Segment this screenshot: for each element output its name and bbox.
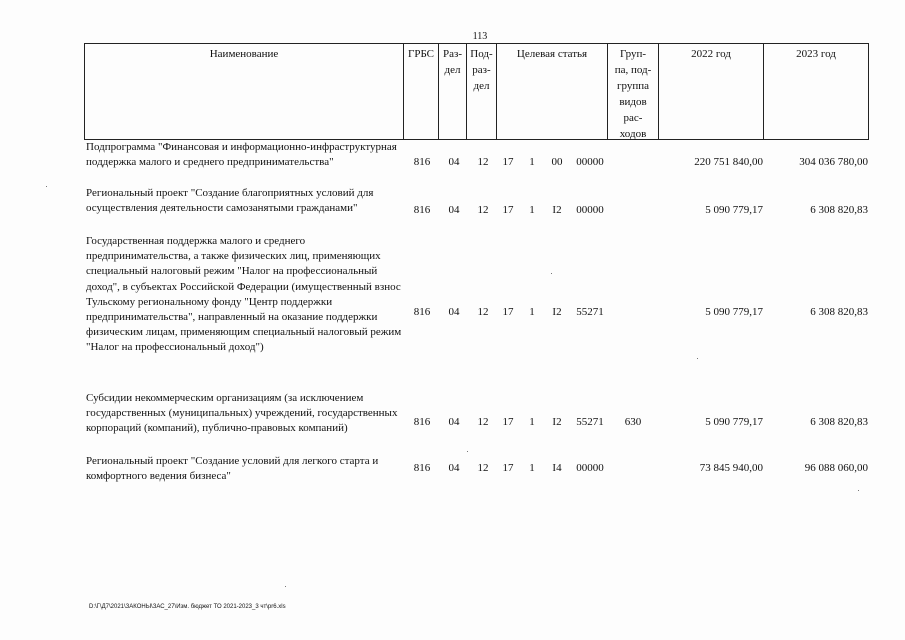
row-section: 04 — [448, 156, 460, 168]
row-target-2: 1 — [529, 462, 535, 474]
row-subsection: 12 — [477, 156, 489, 168]
row-grbs: 816 — [413, 306, 431, 318]
row-amount-2023: 304 036 780,00 — [799, 156, 868, 168]
row-amount-2022: 5 090 779,17 — [705, 306, 763, 318]
row-amount-2023: 6 308 820,83 — [810, 204, 868, 216]
row-target-2: 1 — [529, 416, 535, 428]
scan-speck — [467, 451, 468, 452]
row-amount-2023: 6 308 820,83 — [810, 416, 868, 428]
row-target-1: 17 — [502, 204, 514, 216]
row-grbs: 816 — [413, 204, 431, 216]
scan-speck — [858, 490, 859, 491]
row-amount-2022: 5 090 779,17 — [705, 204, 763, 216]
header-2023: 2023 год — [796, 48, 836, 60]
row-amount-2023: 6 308 820,83 — [810, 306, 868, 318]
row-target-2: 1 — [529, 306, 535, 318]
header-expense-group: Груп- па, под- группа видов рас- ходов — [608, 44, 659, 139]
row-name: Подпрограмма "Финансовая и информационно-инфраструктурная поддержка малого и среднего предпринимательства" — [86, 141, 397, 169]
footer-file-path: D:\Г\Д7\2021\ЗАКОНЫ\ЗАС_27\Изм. бюджет ТО 2021-2023_3 чт\pr6.xls — [89, 604, 286, 610]
scan-speck — [46, 186, 47, 187]
scan-speck — [285, 586, 286, 587]
scan-speck — [697, 358, 698, 359]
row-subsection: 12 — [477, 462, 489, 474]
row-target-1: 17 — [502, 306, 514, 318]
header-section: Раз- дел — [439, 44, 467, 139]
row-target-3: I2 — [552, 204, 562, 216]
row-target-2: 1 — [529, 204, 535, 216]
header-name: Наименование — [85, 44, 404, 139]
row-target-1: 17 — [502, 416, 514, 428]
header-target-article: Целевая статья — [497, 44, 608, 139]
row-target-3: 00 — [551, 156, 563, 168]
row-amount-2022: 73 845 940,00 — [699, 462, 763, 474]
row-target-3: I4 — [552, 462, 562, 474]
row-target-4: 00000 — [576, 156, 604, 168]
row-section: 04 — [448, 416, 460, 428]
row-target-4: 00000 — [576, 204, 604, 216]
scan-speck — [551, 273, 552, 274]
row-grbs: 816 — [413, 462, 431, 474]
row-name: Региональный проект "Создание благоприятных условий для осуществления деятельности самозанятыми гражданами" — [86, 187, 374, 215]
row-target-3: I2 — [552, 306, 562, 318]
row-section: 04 — [448, 462, 460, 474]
row-amount-2023: 96 088 060,00 — [804, 462, 868, 474]
header-grbs: ГРБС — [404, 44, 439, 139]
row-amount-2022: 220 751 840,00 — [694, 156, 763, 168]
row-target-4: 55271 — [576, 306, 604, 318]
row-subsection: 12 — [477, 416, 489, 428]
table-header — [84, 43, 869, 140]
header-subsection: Под- раз- дел — [467, 44, 497, 139]
row-target-3: I2 — [552, 416, 562, 428]
row-target-4: 00000 — [576, 462, 604, 474]
page-number: 113 — [472, 31, 488, 42]
row-target-1: 17 — [502, 156, 514, 168]
row-target-1: 17 — [502, 462, 514, 474]
row-expense-group: 630 — [624, 416, 642, 428]
row-section: 04 — [448, 204, 460, 216]
header-2022: 2022 год — [659, 44, 764, 139]
row-name: Государственная поддержка малого и среднего предпринимательства, а также физических лиц, применяющих специальный налоговый режим "Налог на профессиональный доход", в субъектах Российской Федерации (имущественный взнос Тульскому региональному фонду "Центр поддержки предпринимательства", направленный на оказание поддержки физическим лицам, применяющим специальный налоговый режим "Налог на профессиональный доход") — [86, 235, 402, 354]
row-target-2: 1 — [529, 156, 535, 168]
row-section: 04 — [448, 306, 460, 318]
row-subsection: 12 — [477, 204, 489, 216]
row-name: Субсидии некоммерческим организациям (за исключением государственных (муниципальных) учреждений, государственных корпораций (компаний), публично-правовых компаний) — [86, 392, 398, 435]
row-subsection: 12 — [477, 306, 489, 318]
row-grbs: 816 — [413, 156, 431, 168]
row-grbs: 816 — [413, 416, 431, 428]
row-amount-2022: 5 090 779,17 — [705, 416, 763, 428]
row-target-4: 55271 — [576, 416, 604, 428]
row-name: Региональный проект "Создание условий для легкого старта и комфортного ведения бизнеса" — [86, 455, 379, 483]
